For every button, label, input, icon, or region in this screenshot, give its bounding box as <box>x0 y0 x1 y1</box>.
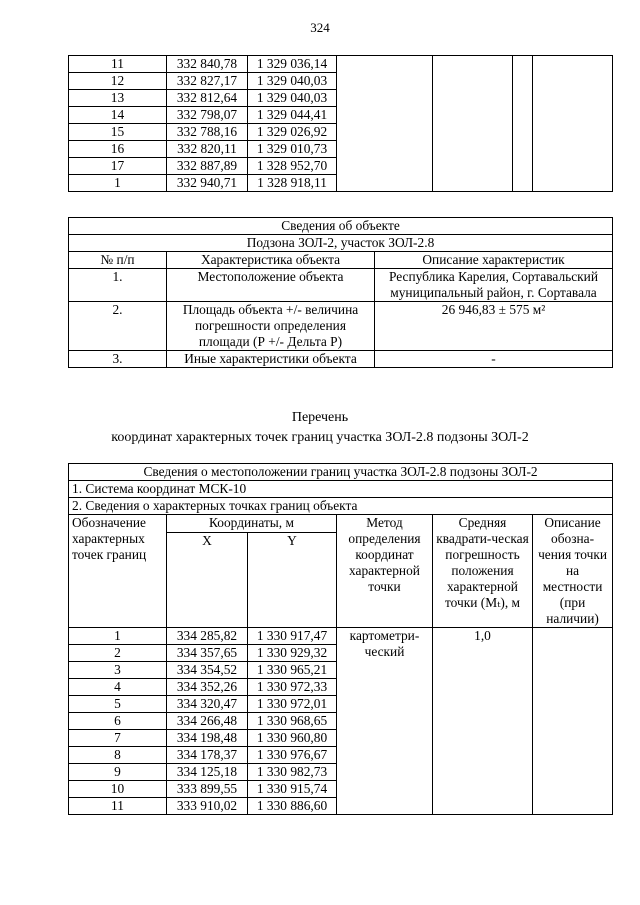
coord-y: 1 329 036,14 <box>248 56 337 73</box>
point-number: 12 <box>69 73 167 90</box>
point-number: 11 <box>69 56 167 73</box>
coord-y: 1 330 972,33 <box>248 679 337 696</box>
coord-y: 1 330 965,21 <box>248 662 337 679</box>
point-number: 1 <box>69 175 167 192</box>
point-number: 7 <box>69 730 167 747</box>
point-number: 4 <box>69 679 167 696</box>
header-description: Описание характеристик <box>375 252 613 269</box>
coord-x: 333 899,55 <box>167 781 248 798</box>
coordinate-system: 1. Система координат МСК-10 <box>69 481 613 498</box>
point-number: 9 <box>69 764 167 781</box>
table-row <box>69 628 613 645</box>
points-section-title: 2. Сведения о характерных точках границ объекта <box>69 498 613 515</box>
coord-x: 332 840,78 <box>167 56 248 73</box>
header-characteristic: Характеристика объекта <box>167 252 375 269</box>
coord-x: 334 178,37 <box>167 747 248 764</box>
object-info-title: Сведения об объекте <box>69 218 613 235</box>
error-value: 1,0 <box>433 628 533 815</box>
coord-y: 1 329 026,92 <box>248 124 337 141</box>
header-method: Метод определения координат характерной точки <box>337 515 433 628</box>
header-point-designation: Обозначение характерных точек границ <box>69 515 167 628</box>
point-number: 14 <box>69 107 167 124</box>
coord-x: 334 285,82 <box>167 628 248 645</box>
point-number: 2 <box>69 645 167 662</box>
coord-y: 1 330 886,60 <box>248 798 337 815</box>
point-number: 16 <box>69 141 167 158</box>
point-number: 13 <box>69 90 167 107</box>
coord-x: 334 357,65 <box>167 645 248 662</box>
header-point-description: Описание обозна-чения точки на местности (при наличии) <box>533 515 613 628</box>
point-number: 11 <box>69 798 167 815</box>
point-number: 5 <box>69 696 167 713</box>
coord-x: 334 125,18 <box>167 764 248 781</box>
coord-x: 334 198,48 <box>167 730 248 747</box>
header-coordinates: Координаты, м <box>167 515 337 533</box>
table-row <box>69 56 613 73</box>
coord-y: 1 329 040,03 <box>248 90 337 107</box>
coord-y: 1 330 982,73 <box>248 764 337 781</box>
method-value: картометри-ческий <box>337 628 433 815</box>
header-number: № п/п <box>69 252 167 269</box>
coord-y: 1 329 010,73 <box>248 141 337 158</box>
coord-x: 334 352,26 <box>167 679 248 696</box>
table-row: 1. Местоположение объекта Республика Карелия, Сортавальский муниципальный район, г. Сортавала <box>69 269 613 302</box>
coordinates-table-continued <box>68 55 613 192</box>
coord-x: 334 320,47 <box>167 696 248 713</box>
list-heading: Перечень <box>291 410 349 425</box>
coord-x: 333 910,02 <box>167 798 248 815</box>
empty-cell <box>513 56 533 192</box>
coord-y: 1 328 918,11 <box>248 175 337 192</box>
table-row: 2. Площадь объекта +/- величина погрешности определения площади (Р +/- Дельта Р) 26 946,83 ± 575 м² <box>69 302 613 351</box>
point-number: 3 <box>69 662 167 679</box>
point-number: 1 <box>69 628 167 645</box>
coord-x: 332 812,64 <box>167 90 248 107</box>
list-subheading: координат характерных точек границ участка ЗОЛ-2.8 подзоны ЗОЛ-2 <box>111 430 529 445</box>
header-y: Y <box>248 533 337 628</box>
point-number: 15 <box>69 124 167 141</box>
header-x: X <box>167 533 248 628</box>
coord-y: 1 330 976,67 <box>248 747 337 764</box>
point-number: 10 <box>69 781 167 798</box>
point-number: 6 <box>69 713 167 730</box>
empty-cell <box>533 628 613 815</box>
coord-y: 1 330 915,74 <box>248 781 337 798</box>
coord-y: 1 329 040,03 <box>248 73 337 90</box>
header-error: Средняя квадрати-ческая погрешность положения характерной точки (Mₜ), м <box>433 515 533 628</box>
boundary-coordinates-table <box>68 463 613 815</box>
coord-y: 1 330 960,80 <box>248 730 337 747</box>
coord-y: 1 328 952,70 <box>248 158 337 175</box>
coord-y: 1 330 929,32 <box>248 645 337 662</box>
coord-y: 1 330 972,01 <box>248 696 337 713</box>
coord-x: 332 820,11 <box>167 141 248 158</box>
page-number: 324 <box>310 20 330 35</box>
empty-cell <box>337 56 433 192</box>
coord-x: 332 798,07 <box>167 107 248 124</box>
coord-x: 334 266,48 <box>167 713 248 730</box>
coord-x: 334 354,52 <box>167 662 248 679</box>
empty-cell <box>533 56 613 192</box>
coord-x: 332 887,89 <box>167 158 248 175</box>
empty-cell <box>433 56 513 192</box>
point-number: 17 <box>69 158 167 175</box>
coord-y: 1 330 968,65 <box>248 713 337 730</box>
coord-y: 1 330 917,47 <box>248 628 337 645</box>
object-info-subtitle: Подзона ЗОЛ-2, участок ЗОЛ-2.8 <box>69 235 613 252</box>
location-title: Сведения о местоположении границ участка ЗОЛ-2.8 подзоны ЗОЛ-2 <box>69 464 613 481</box>
object-info-table <box>68 217 613 368</box>
coord-x: 332 827,17 <box>167 73 248 90</box>
point-number: 8 <box>69 747 167 764</box>
table-row: 3. Иные характеристики объекта - <box>69 351 613 368</box>
coord-y: 1 329 044,41 <box>248 107 337 124</box>
coord-x: 332 940,71 <box>167 175 248 192</box>
coord-x: 332 788,16 <box>167 124 248 141</box>
